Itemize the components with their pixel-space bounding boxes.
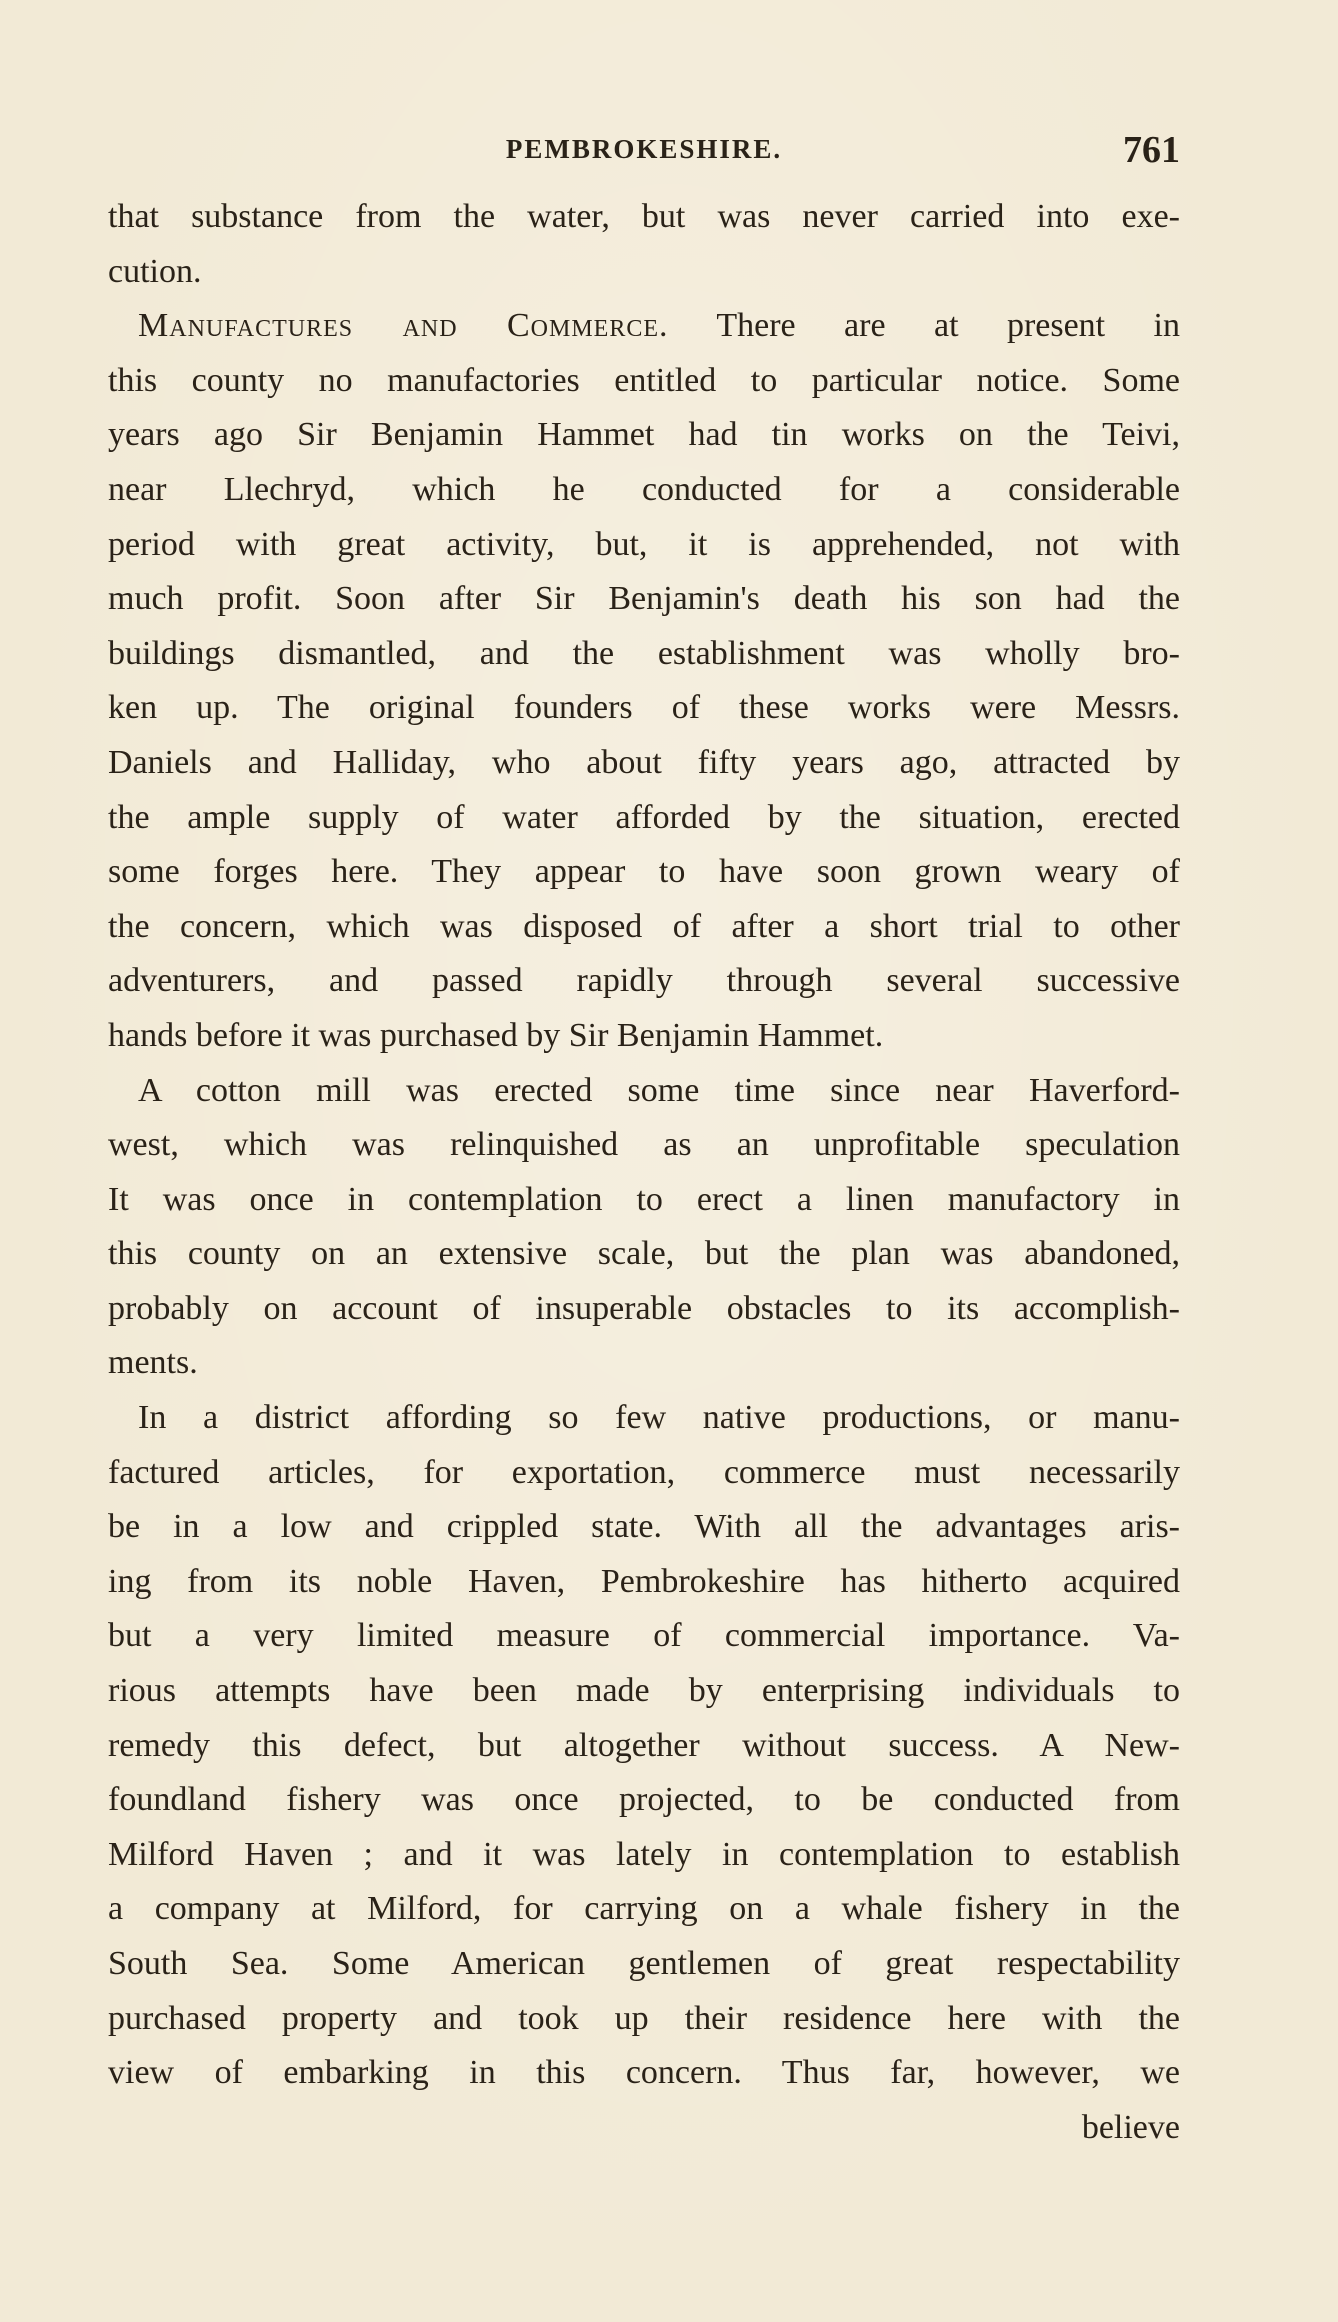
text-line: period with great activity, but, it is apprehended, not with: [108, 525, 1180, 563]
text-line: west, which was relinquished as an unprofitable speculation: [108, 1126, 1180, 1164]
text-line: view of embarking in this concern. Thus far, however, we: [108, 2054, 1180, 2092]
text-line: that substance from the water, but was never carried into exe-: [108, 198, 1180, 235]
text-line: Daniels and Halliday, who about fifty years ago, attracted by: [108, 743, 1180, 781]
text-line: near Llechryd, which he conducted for a considerable: [108, 470, 1180, 508]
text-line: ing from its noble Haven, Pembrokeshire has hitherto acquired: [108, 1562, 1180, 1600]
text-line: remedy this defect, but altogether without success. A New-: [108, 1726, 1180, 1764]
section-heading-line: [108, 299, 1180, 354]
text-line: ken up. The original founders of these works were Messrs.: [108, 689, 1180, 727]
text-line: Milford Haven ; and it was lately in contemplation to establish: [108, 1835, 1180, 1873]
text-line: this county on an extensive scale, but the plan was abandoned,: [108, 1235, 1180, 1273]
text-line: adventurers, and passed rapidly through several successive: [108, 962, 1180, 1000]
catchword: believe: [1081, 2108, 1180, 2146]
text-line: In a district affording so few native productions, or manu-: [138, 1399, 1180, 1437]
text-line: hands before it was purchased by Sir Benjamin Hammet.: [108, 1016, 884, 1054]
text-line: purchased property and took up their residence here with the: [108, 1999, 1180, 2037]
text-line: be in a low and crippled state. With all the advantages aris-: [108, 1508, 1180, 1546]
section-heading: Manufactures and Commerce.: [138, 307, 669, 345]
text-line: but a very limited measure of commercial importance. Va-: [108, 1617, 1180, 1655]
text-line: the concern, which was disposed of after a short trial to other: [108, 907, 1180, 945]
text-line: probably on account of insuperable obstacles to its accomplish-: [108, 1289, 1180, 1327]
body-text: [108, 190, 1180, 2155]
text-line: ments.: [108, 1344, 198, 1382]
text-line-continuation: There are at present in: [668, 307, 1180, 345]
text-line: years ago Sir Benjamin Hammet had tin works on the Teivi,: [108, 416, 1180, 454]
text-line: foundland fishery was once projected, to be conducted from: [108, 1781, 1180, 1819]
text-line: this county no manufactories entitled to particular notice. Some: [108, 361, 1180, 399]
page-number: 761: [1123, 129, 1180, 171]
running-title: PEMBROKESHIRE.: [505, 134, 783, 164]
text-line: factured articles, for exportation, commerce must necessarily: [108, 1453, 1180, 1491]
text-line: buildings dismantled, and the establishment was wholly bro-: [108, 634, 1180, 672]
text-line: cution.: [108, 252, 202, 290]
text-line: rious attempts have been made by enterprising individuals to: [108, 1672, 1180, 1710]
text-line: It was once in contemplation to erect a linen manufactory in: [108, 1180, 1180, 1218]
text-line: some forges here. They appear to have soon grown weary of: [108, 853, 1180, 891]
text-line: a company at Milford, for carrying on a whale fishery in the: [108, 1890, 1180, 1928]
text-line: the ample supply of water afforded by the situation, erected: [108, 798, 1180, 836]
text-line: much profit. Soon after Sir Benjamin's death his son had the: [108, 580, 1180, 618]
text-line: South Sea. Some American gentlemen of great respectability: [108, 1945, 1180, 1982]
running-head: [108, 128, 1180, 172]
text-line: A cotton mill was erected some time since near Haverford-: [138, 1071, 1180, 1109]
